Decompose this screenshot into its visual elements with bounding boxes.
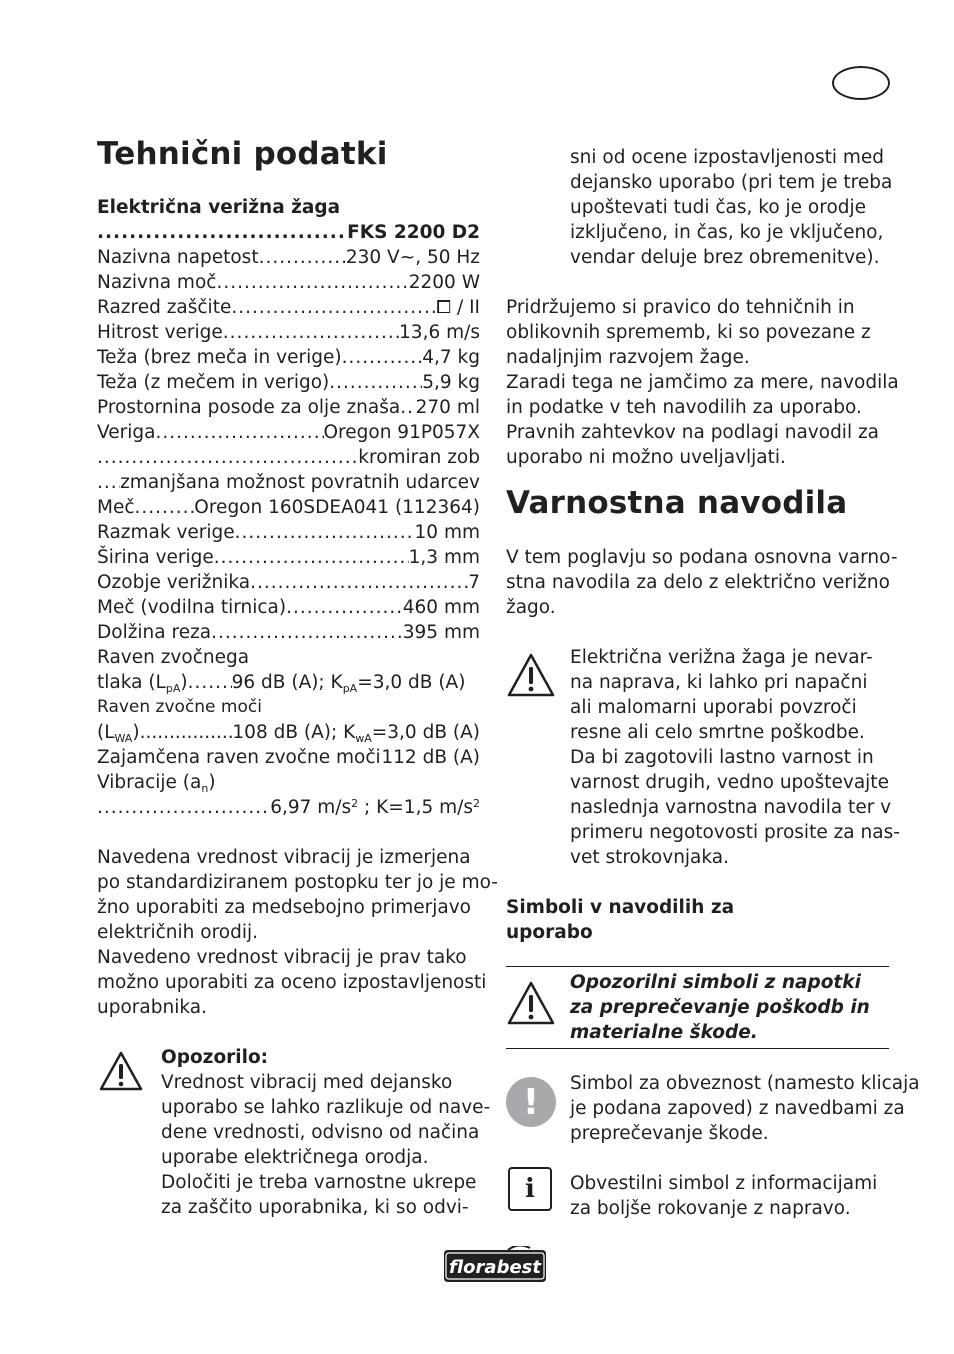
danger-text bbox=[570, 645, 900, 870]
reservation-line: uporabo ni možno uveljavljati. bbox=[506, 447, 786, 468]
leader-dots bbox=[155, 420, 323, 445]
spec-value: 460 mm bbox=[402, 597, 480, 618]
spec-label: Hitrost verige bbox=[97, 322, 223, 343]
symbol-warning-text bbox=[570, 970, 870, 1045]
spec-row bbox=[97, 570, 480, 595]
spec-value: Oregon 160SDEA041 (112364) bbox=[194, 497, 480, 518]
spec-row bbox=[97, 520, 480, 545]
symbol-mandatory-line: Simbol za obveznost (namesto klicaja bbox=[570, 1073, 920, 1094]
warning-triangle-icon bbox=[506, 980, 556, 1026]
spec-label: Širina verige bbox=[97, 547, 214, 568]
spec-label: Nazivna napetost bbox=[97, 247, 259, 268]
leader-dots bbox=[223, 320, 399, 345]
danger-line: Električna verižna žaga je nevar- bbox=[570, 647, 873, 668]
info-icon: i bbox=[508, 1167, 552, 1211]
spec-row bbox=[97, 620, 480, 645]
reservation-line: oblikovnih sprememb, ki so povezane z bbox=[506, 322, 871, 343]
danger-line: naslednja varnostna navodila ter v bbox=[570, 797, 892, 818]
spec-row bbox=[97, 595, 480, 620]
spec-label: Nazivna moč bbox=[97, 272, 217, 293]
spec-row bbox=[97, 495, 480, 520]
spec-row bbox=[97, 545, 480, 570]
reservation-line: in podatke v teh navodilih za uporabo. bbox=[506, 397, 862, 418]
leader-dots bbox=[235, 520, 415, 545]
spec-value: 270 ml bbox=[415, 397, 480, 418]
symbols-title-line: Simboli v navodilih za bbox=[506, 897, 735, 918]
spec-value: 13,6 m/s bbox=[399, 322, 480, 343]
leader-dots bbox=[135, 495, 195, 520]
vibration-row: ..... 6,97 $m/s^2$ ; K=1,5 $m/s^2$ bbox=[97, 795, 480, 820]
leader-dots bbox=[329, 370, 422, 395]
spec-value: 5,9 kg bbox=[422, 372, 480, 393]
spec-value: 4,7 kg bbox=[422, 347, 480, 368]
danger-line: vet strokovnjaka. bbox=[570, 847, 730, 868]
warning-block bbox=[161, 1045, 491, 1220]
intro-line: stna navodila za delo z električno verižno bbox=[506, 572, 890, 593]
warning-text-line: Določiti je treba varnostne ukrepe bbox=[161, 1172, 477, 1193]
warning-text-line: dene vrednosti, odvisno od načina bbox=[161, 1122, 480, 1143]
warning-text-line: uporabo se lahko razlikuje od nave- bbox=[161, 1097, 491, 1118]
warning-title: Opozorilo: bbox=[161, 1047, 269, 1068]
symbol-mandatory-text bbox=[570, 1071, 920, 1146]
model-number: FKS 2200 D2 bbox=[347, 222, 480, 243]
spec-label: Teža (z mečem in verigo) bbox=[97, 372, 330, 393]
vibration-note-line: Navedeno vrednost vibracij je prav tako bbox=[97, 947, 467, 968]
spec-row bbox=[97, 420, 480, 445]
vibration-note-line: električnih orodij. bbox=[97, 922, 258, 943]
spec-label: Meč (vodilna tirnica) bbox=[97, 597, 287, 618]
symbol-warning-line: za preprečevanje poškodb in bbox=[570, 997, 870, 1018]
reservation-line: Zaradi tega ne jamčimo za mere, navodila bbox=[506, 372, 899, 393]
symbol-warning-line: Opozorilni simboli z napotki bbox=[570, 972, 861, 993]
spec-value: 1,3 mm bbox=[408, 547, 480, 568]
language-badge bbox=[832, 66, 890, 100]
spec-row bbox=[97, 345, 480, 370]
spec-row bbox=[97, 470, 480, 495]
product-name: Električna verižna žaga bbox=[97, 197, 341, 218]
spec-row bbox=[97, 395, 480, 420]
warning-text-line: za zaščito uporabnika, ki so odvi- bbox=[161, 1197, 469, 1218]
spec-value: kromiran zob bbox=[358, 447, 480, 468]
leader-dots bbox=[400, 395, 415, 420]
vibration-note-line: Navedena vrednost vibracij je izmerjena bbox=[97, 847, 471, 868]
danger-line: na naprava, ki lahko pri napačni bbox=[570, 672, 868, 693]
danger-line: Da bi zagotovili lastno varnost in bbox=[570, 747, 874, 768]
vibration-note bbox=[97, 845, 498, 1020]
danger-line: ali malomarni uporabi povzroči bbox=[570, 697, 857, 718]
sound-power-row: $(L_{WA})$ ..... 108 dB (A); $K_{wA}=3,0$ dB (A) bbox=[97, 720, 480, 745]
leader-dots bbox=[286, 595, 403, 620]
danger-line: varnost drugih, vedno upoštevajte bbox=[570, 772, 889, 793]
spec-row bbox=[97, 445, 480, 470]
symbol-warning-line: materialne škode. bbox=[570, 1022, 758, 1043]
spec-label: Meč bbox=[97, 497, 135, 518]
spec-row bbox=[97, 270, 480, 295]
leader-dots bbox=[97, 470, 120, 495]
symbol-info-line: za boljše rokovanje z napravo. bbox=[570, 1198, 851, 1219]
symbols-title bbox=[506, 895, 734, 945]
sound-pressure-label: Raven zvočnega bbox=[97, 647, 250, 668]
symbol-info-text bbox=[570, 1171, 877, 1221]
leader-dots bbox=[231, 295, 436, 320]
safety-title: Varnostna navodila bbox=[506, 485, 848, 521]
svg-text:florabest: florabest bbox=[449, 1257, 541, 1278]
mandatory-circle-icon: ! bbox=[506, 1077, 556, 1127]
divider-top bbox=[506, 966, 889, 967]
warning-text-line: uporabe električnega orodja. bbox=[161, 1147, 429, 1168]
spec-label: Razmak verige bbox=[97, 522, 235, 543]
continued-line: vendar deluje brez obremenitve). bbox=[570, 247, 880, 268]
danger-line: resne ali celo smrtne poškodbe. bbox=[570, 722, 865, 743]
spec-value: 7 bbox=[468, 572, 480, 593]
warning-text-line: Vrednost vibracij med dejansko bbox=[161, 1072, 453, 1093]
spec-value: 2200 W bbox=[408, 272, 480, 293]
model-row bbox=[97, 220, 480, 245]
spec-label: Teža (brez meča in verige) bbox=[97, 347, 342, 368]
danger-line: primeru negotovosti prosite za nas- bbox=[570, 822, 900, 843]
symbol-info-line: Obvestilni simbol z informacijami bbox=[570, 1173, 878, 1194]
sound-pressure-row: tlaka $(L_{pA})$ ..... 96 dB (A); $K_{pA}=3,0$ dB (A) bbox=[97, 670, 480, 695]
reservation-line: Pridržujemo si pravico do tehničnih in bbox=[506, 297, 855, 318]
vibration-note-line: uporabnika. bbox=[97, 997, 207, 1018]
continued-line: dejansko uporabo (pri tem je treba bbox=[570, 172, 893, 193]
spec-value: zmanjšana možnost povratnih udarcev bbox=[120, 472, 480, 493]
spec-label: Veriga bbox=[97, 422, 156, 443]
florabest-logo bbox=[438, 1246, 550, 1286]
leader-dots bbox=[97, 445, 358, 470]
vibration-note-line: po standardiziranem postopku ter jo je mo- bbox=[97, 872, 498, 893]
guaranteed-sound-row: Zajamčena raven zvočne moči 112 dB (A) bbox=[97, 747, 480, 768]
spec-value: 395 mm bbox=[402, 622, 480, 643]
leader-dots bbox=[214, 545, 409, 570]
continued-line: izključeno, in čas, ko je vključeno, bbox=[570, 222, 884, 243]
reservation-text bbox=[506, 295, 899, 470]
warning-triangle-icon bbox=[506, 652, 556, 698]
spec-label: Dolžina reza bbox=[97, 622, 212, 643]
leader-dots bbox=[211, 620, 403, 645]
vibration-note-line: možno uporabiti za oceno izpostavljenosti bbox=[97, 972, 487, 993]
continued-line: upoštevati tudi čas, ko je orodje bbox=[570, 197, 867, 218]
spec-row bbox=[97, 295, 480, 320]
spec-row bbox=[97, 370, 480, 395]
vibration-label: Vibracije $(a_n)$ bbox=[97, 772, 216, 795]
divider-bottom bbox=[506, 1048, 889, 1049]
safety-intro bbox=[506, 545, 898, 620]
reservation-line: nadaljnjim razvojem žage. bbox=[506, 347, 750, 368]
vibration-note-line: žno uporabiti za medsebojno primerjavo bbox=[97, 897, 471, 918]
spec-value: ⧠ / II bbox=[436, 297, 480, 318]
spec-row bbox=[97, 320, 480, 345]
intro-line: žago. bbox=[506, 597, 556, 618]
spec-label: Ozobje verižnika bbox=[97, 572, 251, 593]
leader-dots bbox=[259, 245, 346, 270]
technical-data-title: Tehnični podatki bbox=[97, 136, 388, 172]
leader-dots bbox=[216, 270, 408, 295]
leader-dots bbox=[250, 570, 468, 595]
spec-block bbox=[97, 195, 480, 820]
leader-dots bbox=[342, 345, 423, 370]
continued-line: sni od ocene izpostavljenosti med bbox=[570, 147, 885, 168]
spec-value: Oregon 91P057X bbox=[323, 422, 480, 443]
spec-row bbox=[97, 245, 480, 270]
spec-label: Prostornina posode za olje znaša bbox=[97, 397, 401, 418]
spec-value: 230 V~, 50 Hz bbox=[345, 247, 480, 268]
warning-triangle-icon bbox=[98, 1050, 144, 1092]
spec-value: 10 mm bbox=[414, 522, 480, 543]
symbols-title-line: uporabo bbox=[506, 922, 593, 943]
sound-power-label: Raven zvočne moči bbox=[97, 697, 262, 717]
reservation-line: Pravnih zahtevkov na podlagi navodil za bbox=[506, 422, 880, 443]
intro-line: V tem poglavju so podana osnovna varno- bbox=[506, 547, 898, 568]
symbol-mandatory-line: preprečevanje škode. bbox=[570, 1123, 769, 1144]
symbol-mandatory-line: je podana zapoved) z navedbami za bbox=[570, 1098, 905, 1119]
continued-text bbox=[570, 145, 892, 270]
spec-label: Razred zaščite bbox=[97, 297, 232, 318]
